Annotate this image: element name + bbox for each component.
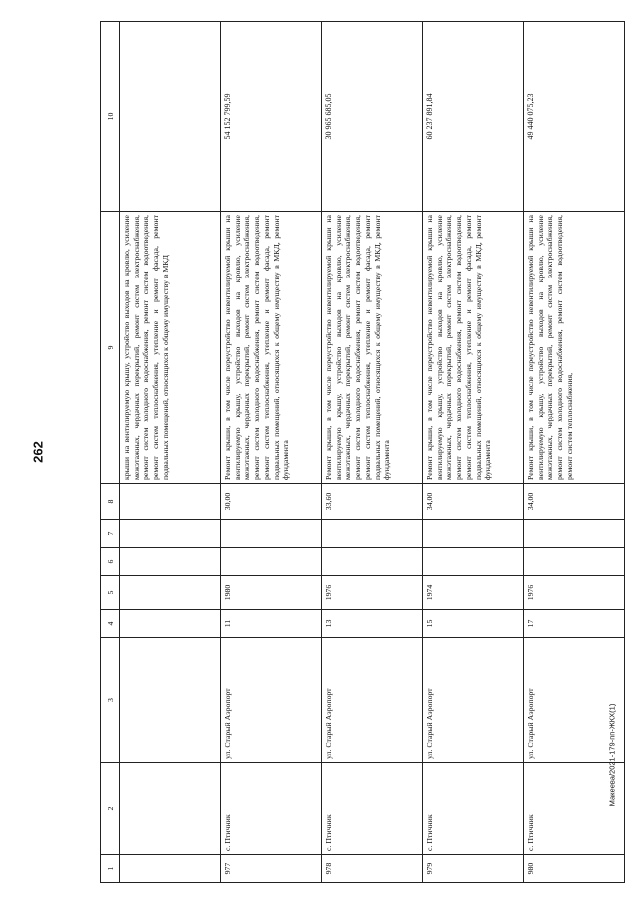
table-row [120,22,221,883]
cost-cell: 30 965 685,05 [322,22,423,212]
cost-cell: 54 152 799,59 [221,22,322,212]
col7-cell [423,520,524,548]
header-cell: 8 [101,484,120,520]
street-cell: ул. Старый Аэропорт [221,638,322,763]
year-cell: 1976 [322,576,423,610]
house-cell: 11 [221,610,322,638]
rotated-table-wrapper [100,93,625,883]
repair-program-table [100,21,625,883]
year-cell [120,576,221,610]
col8-cell: 34,00 [524,484,625,520]
house-cell: 13 [322,610,423,638]
settlement-cell: с. Птичник [423,763,524,855]
works-cell: крыши на вентилируемую крышу, устройство выходов на кровлю, усиление межэтажных, чердачных перекрытий, ремонт систем электроснабжения, ремонт систем холодного водоснабжения, ремонт систем водоотведения, ремонт систем теплоснабжения, утепление и ремонт фасада, ремонт подвальных помещений, относящихся к общему имуществу в МКД [120,212,221,484]
header-row [101,22,120,883]
header-cell: 10 [101,22,120,212]
col6-cell [322,548,423,576]
house-cell: 15 [423,610,524,638]
cost-cell: 49 440 075,23 [524,22,625,212]
col7-cell [221,520,322,548]
cost-cell [120,22,221,212]
street-cell: ул. Старый Аэропорт [423,638,524,763]
header-cell: 2 [101,763,120,855]
settlement-cell: с. Птичник [322,763,423,855]
page-number: 262 [30,441,46,463]
street-cell [120,638,221,763]
year-cell: 1974 [423,576,524,610]
year-cell: 1980 [221,576,322,610]
header-cell: 6 [101,548,120,576]
col6-cell [120,548,221,576]
house-cell [120,610,221,638]
col8-cell [120,484,221,520]
row-number: 978 [322,855,423,883]
table-row [221,22,322,883]
header-cell: 5 [101,576,120,610]
col7-cell [524,520,625,548]
works-cell: Ремонт крыши, в том числе переустройство невентилируемой крыши на вентилируемую крышу, устройство выходов на кровлю, усиление межэтажных, чердачных перекрытий, ремонт систем электроснабжения, ремонт систем холодного водоснабжения, ремонт систем водоотведения, ремонт систем теплоснабжения, утепление и ремонт фасада, ремонт подвальных помещений, относящихся к общему имуществу в МКД, ремонт фундамента [221,212,322,484]
col7-cell [322,520,423,548]
year-cell: 1976 [524,576,625,610]
settlement-cell: с. Птичник [524,763,625,855]
document-footer: Макеева/2021-179-пп-ЖКХ(1) [607,703,617,807]
col8-cell: 30,00 [221,484,322,520]
settlement-cell: с. Птичник [221,763,322,855]
header-cell: 3 [101,638,120,763]
house-cell: 17 [524,610,625,638]
row-number [120,855,221,883]
header-cell: 9 [101,212,120,484]
works-cell: Ремонт крыши, в том числе переустройство невентилируемой крыши на вентилируемую крышу, устройство выходов на кровлю, усиление межэтажных, чердачных перекрытий, ремонт систем электроснабжения, ремонт систем холодного водоснабжения, ремонт систем водоотведения, ремонт систем теплоснабжения, утепление и ремонт фасада, ремонт подвальных помещений, относящихся к общему имуществу в МКД, ремонт фундамента [423,212,524,484]
header-cell: 1 [101,855,120,883]
col6-cell [423,548,524,576]
cost-cell: 60 237 891,84 [423,22,524,212]
works-cell: Ремонт крыши, в том числе переустройство невентилируемой крыши на вентилируемую крышу, устройство выходов на кровлю, усиление межэтажных, чердачных перекрытий, ремонт систем электроснабжения, ремонт систем холодного водоснабжения, ремонт систем водоотведения, ремонт систем теплоснабжения, [524,212,625,484]
col7-cell [120,520,221,548]
header-cell: 4 [101,610,120,638]
col6-cell [524,548,625,576]
street-cell: ул. Старый Аэропорт [322,638,423,763]
row-number: 977 [221,855,322,883]
header-cell: 7 [101,520,120,548]
col8-cell: 33,60 [322,484,423,520]
col6-cell [221,548,322,576]
works-cell: Ремонт крыши, в том числе переустройство невентилируемой крыши на вентилируемую крышу, устройство выходов на кровлю, усиление межэтажных, чердачных перекрытий, ремонт систем электроснабжения, ремонт систем холодного водоснабжения, ремонт систем водоотведения, ремонт систем теплоснабжения, утепление и ремонт фасада, ремонт подвальных помещений, относящихся к общему имуществу в МКД, ремонт фундамента [322,212,423,484]
col8-cell: 34,00 [423,484,524,520]
table-row [322,22,423,883]
row-number: 979 [423,855,524,883]
street-cell: ул. Старый Аэропорт [524,638,625,763]
row-number: 980 [524,855,625,883]
settlement-cell [120,763,221,855]
table-row [423,22,524,883]
